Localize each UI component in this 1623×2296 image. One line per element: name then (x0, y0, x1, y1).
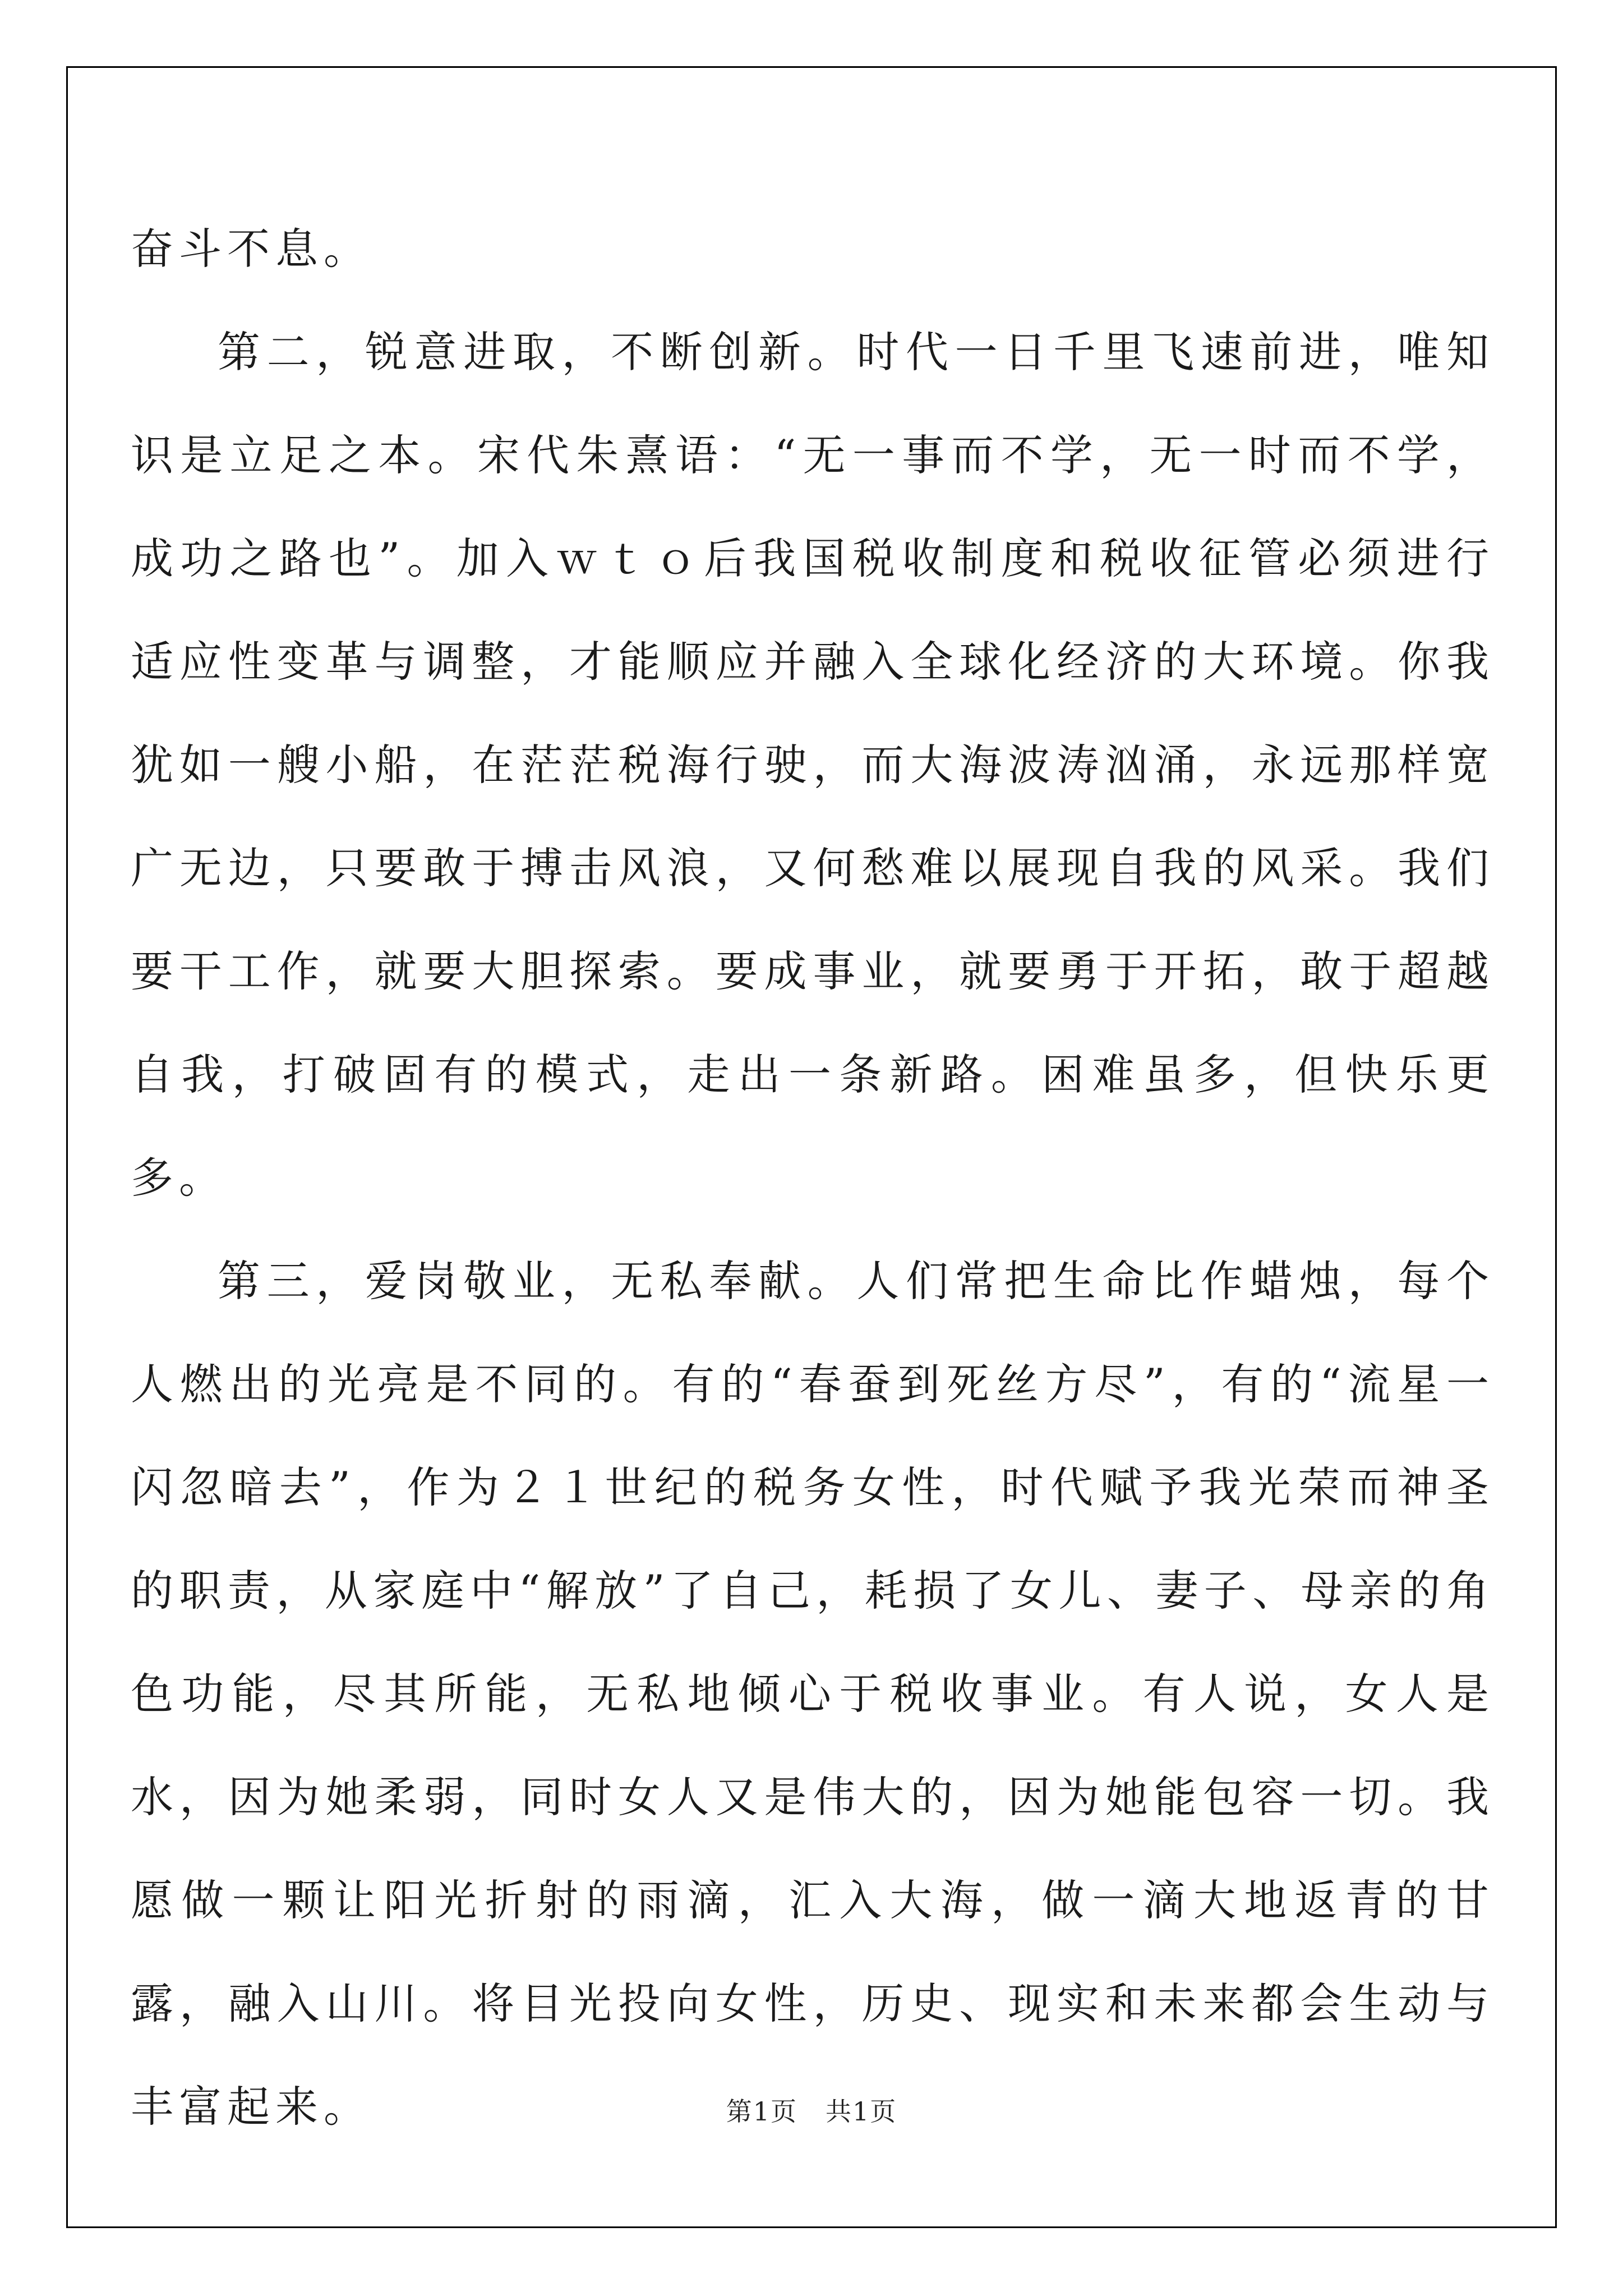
paragraph-3: 第三，爱岗敬业，无私奉献。人们常把生命比作蜡烛，每个人燃出的光亮是不同的。有的“春蚕到死丝方尽”，有的“流星一闪忽暗去”，作为２１世纪的税务女性，时代赋予我光荣而神圣的职责，从家庭中“解放”了自己，耗损了女儿、妻子、母亲的角色功能，尽其所能，无私地倾心于税收事业。有人说，女人是水，因为她柔弱，同时女人又是伟大的，因为她能包容一切。我愿做一颗让阳光折射的雨滴，汇入大海，做一滴大地返青的甘露，融入山川。将目光投向女性，历史、现实和未来都会生动与丰富起来。 (131, 1256, 1495, 2132)
page-number: 第1页 (726, 2096, 798, 2127)
page-footer (0, 2091, 1623, 2128)
page-total: 共1页 (825, 2096, 897, 2127)
paragraph-2: 第二，锐意进取，不断创新。时代一日千里飞速前进，唯知识是立足之本。宋代朱熹语：“无一事而不学，无一时而不学，成功之路也”。加入ｗｔｏ后我国税收制度和税收征管必须进行适应性变革与调整，才能顺应并融入全球化经济的大环境。你我犹如一艘小船，在茫茫税海行驶，而大海波涛汹涌，永远那样宽广无边，只要敢于搏击风浪，又何愁难以展现自我的风采。我们要干工作，就要大胆探索。要成事业，就要勇于开拓，敢于超越自我，打破固有的模式，走出一条新路。困难虽多，但快乐更多。 (131, 327, 1495, 1203)
paragraph-1: 奋斗不息。 (131, 224, 372, 274)
document-body (131, 197, 1495, 2159)
